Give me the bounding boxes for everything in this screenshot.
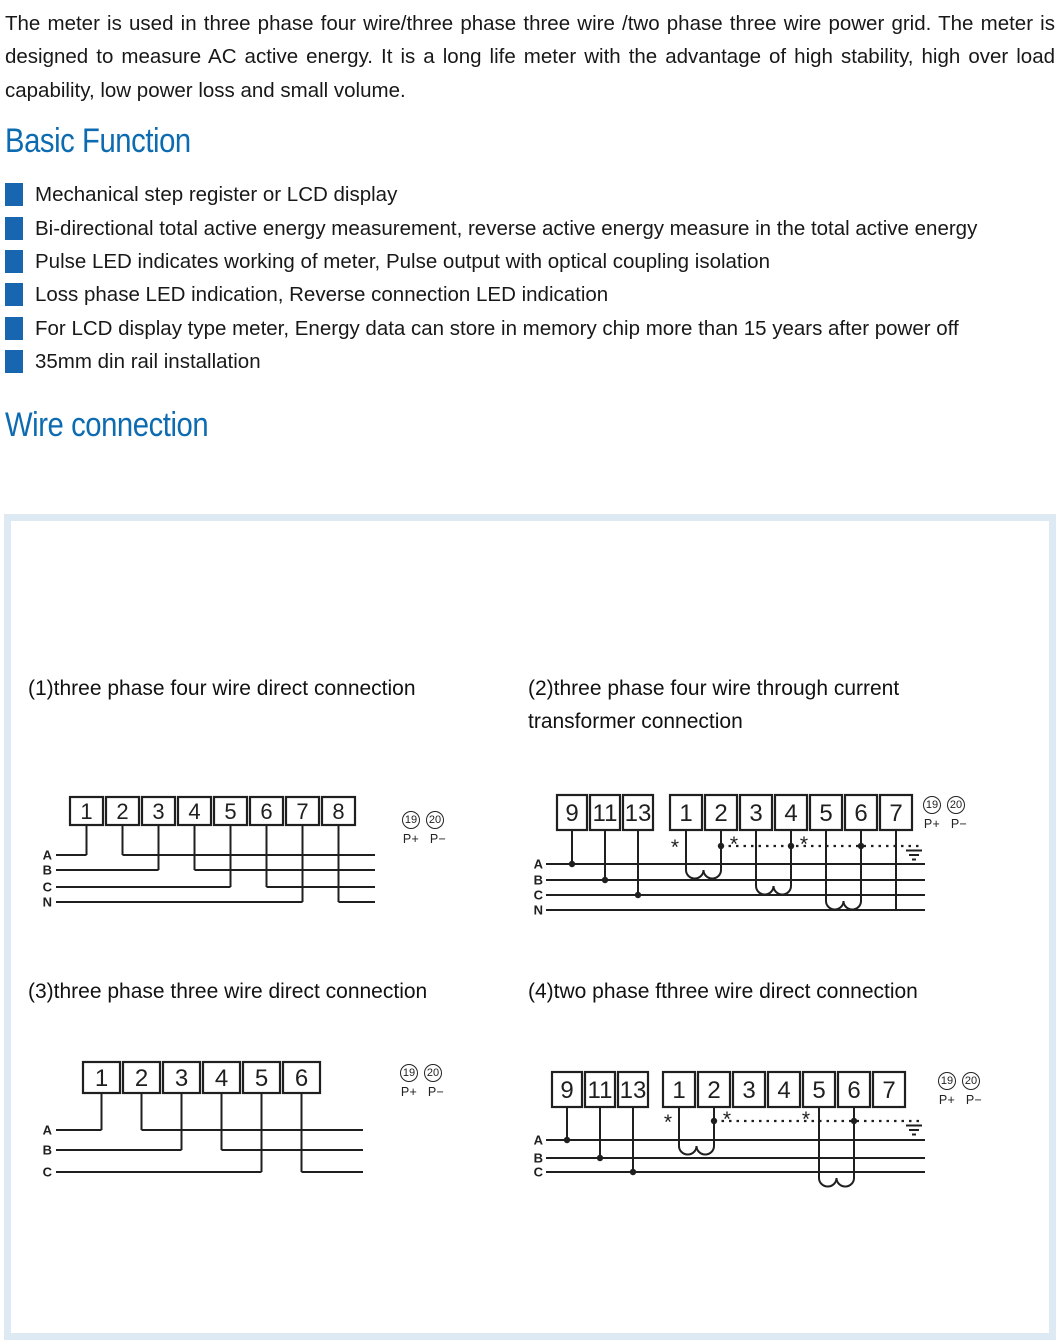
wiring-diagram-4 xyxy=(528,1066,928,1196)
ct-polarity-asterisk: * xyxy=(801,1108,811,1131)
current-terminal-strip xyxy=(663,1072,905,1107)
feature-bullet: Pulse LED indicates working of meter, Pulse output with optical coupling isolation xyxy=(5,245,1055,278)
wiring-diagram-2 xyxy=(528,790,928,925)
ct-coil xyxy=(819,1178,854,1187)
diagram-caption-3 xyxy=(28,975,427,1008)
terminal-number: 9 xyxy=(565,800,579,827)
pulse-terminal-20: 20 xyxy=(424,1064,442,1082)
terminal-number: 11 xyxy=(592,800,618,827)
terminal-number: 1 xyxy=(679,800,693,827)
ct-coil xyxy=(826,901,861,910)
pulse-minus-label: P− xyxy=(965,1093,983,1107)
terminal-number: 7 xyxy=(889,800,903,827)
terminal-number: 13 xyxy=(624,800,652,827)
pulse-output-terminals xyxy=(400,1064,445,1099)
pulse-plus-label: P+ xyxy=(400,1085,418,1099)
phase-label: A xyxy=(42,847,52,863)
document xyxy=(0,0,1060,445)
intro-paragraph: The meter is used in three phase four wire/three phase three wire /two phase three wire power grid. The meter is designed to measure AC active energy. It is a long life meter with the advantage of high stability, high over load capability, low power loss and small volume. xyxy=(5,12,1055,102)
phase-label: B xyxy=(42,1142,52,1158)
pulse-plus-label: P+ xyxy=(923,817,941,831)
feature-list xyxy=(5,178,1055,378)
pulse-minus-label: P− xyxy=(950,817,968,831)
junction-dots xyxy=(564,1118,857,1175)
terminal-number: 9 xyxy=(560,1077,574,1104)
phase-label: A xyxy=(42,1122,52,1138)
wires xyxy=(56,1093,363,1172)
phase-label: N xyxy=(42,894,52,910)
terminal-number: 6 xyxy=(847,1077,861,1104)
terminal-number: 11 xyxy=(587,1077,613,1104)
terminal-number: 2 xyxy=(714,800,728,827)
terminal-number: 4 xyxy=(784,800,798,827)
feature-bullet: Loss phase LED indication, Reverse connection LED indication xyxy=(5,278,1055,311)
terminal-strip xyxy=(83,1062,320,1093)
phase-label: A xyxy=(533,1132,543,1148)
ground-icon xyxy=(906,851,922,860)
wires xyxy=(546,1107,925,1187)
caption-line: (4)two phase fthree wire direct connection xyxy=(528,980,918,1003)
terminal-number: 4 xyxy=(188,799,201,824)
junction-dots xyxy=(569,843,864,898)
basic-function-heading: Basic Function xyxy=(5,122,191,161)
terminal-number: 3 xyxy=(749,800,763,827)
wiring-diagram-1 xyxy=(36,792,396,917)
ct-polarity-asterisk: * xyxy=(663,1111,673,1134)
pulse-terminal-19: 19 xyxy=(923,796,941,814)
terminal-number: 3 xyxy=(152,799,165,824)
phase-label: A xyxy=(533,856,543,872)
wires xyxy=(56,825,375,902)
phase-label: C xyxy=(42,879,52,895)
pulse-terminal-19: 19 xyxy=(400,1064,418,1082)
ct-polarity-asterisk: * xyxy=(799,833,809,856)
phase-label: B xyxy=(533,1150,543,1166)
caption-line: (2)three phase four wire through current xyxy=(528,677,900,700)
terminal-number: 4 xyxy=(777,1077,791,1104)
pulse-terminal-20: 20 xyxy=(426,811,444,829)
terminal-number: 7 xyxy=(882,1077,896,1104)
ct-polarity-asterisk: * xyxy=(729,833,739,856)
phase-labels xyxy=(43,848,53,910)
phase-label: C xyxy=(42,1164,52,1180)
caption-line: (1)three phase four wire direct connection xyxy=(28,677,416,700)
pulse-output-terminals xyxy=(938,1072,983,1107)
terminal-number: 8 xyxy=(332,799,345,824)
phase-label: C xyxy=(533,887,543,903)
ct-polarity-asterisk: * xyxy=(670,836,680,859)
terminal-number: 1 xyxy=(672,1077,686,1104)
terminal-number: 13 xyxy=(619,1077,647,1104)
terminal-strip xyxy=(70,797,355,825)
terminal-number: 1 xyxy=(94,1065,109,1092)
feature-bullet: Mechanical step register or LCD display xyxy=(5,178,1055,211)
ct-coil xyxy=(756,886,791,895)
phase-label: N xyxy=(533,902,543,918)
diagram-caption-4 xyxy=(528,975,918,1008)
voltage-terminal-strip xyxy=(557,795,653,830)
current-terminal-strip xyxy=(670,795,912,830)
terminal-number: 2 xyxy=(134,1065,149,1092)
feature-bullet: Bi-directional total active energy measurement, reverse active energy measure in the total active energy xyxy=(5,212,1055,245)
wire-connection-panel xyxy=(4,514,1056,1340)
phase-label: B xyxy=(533,872,543,888)
terminal-number: 7 xyxy=(296,799,309,824)
terminal-number: 1 xyxy=(80,799,93,824)
terminal-number: 5 xyxy=(224,799,237,824)
diagram-caption-1 xyxy=(28,672,416,705)
terminal-number: 3 xyxy=(174,1065,189,1092)
ct-coil xyxy=(686,870,721,879)
terminal-number: 6 xyxy=(260,799,273,824)
pulse-terminal-20: 20 xyxy=(947,796,965,814)
pulse-terminal-20: 20 xyxy=(962,1072,980,1090)
wiring-diagram-3 xyxy=(36,1058,396,1183)
caption-line: transformer connection xyxy=(528,710,743,733)
ground-icon xyxy=(906,1126,922,1135)
wire-connection-heading: Wire connection xyxy=(5,405,209,444)
phase-label: B xyxy=(42,862,52,878)
terminal-number: 4 xyxy=(214,1065,229,1092)
terminal-number: 5 xyxy=(254,1065,269,1092)
feature-bullet: 35mm din rail installation xyxy=(5,345,1055,378)
phase-labels xyxy=(534,857,544,918)
feature-bullet: For LCD display type meter, Energy data can store in memory chip more than 15 years after power off xyxy=(5,312,1055,345)
terminal-number: 2 xyxy=(707,1077,721,1104)
caption-line: (3)three phase three wire direct connection xyxy=(28,980,428,1003)
terminal-number: 3 xyxy=(742,1077,756,1104)
ct-coil xyxy=(679,1146,714,1155)
pulse-terminal-19: 19 xyxy=(402,811,420,829)
pulse-output-terminals xyxy=(402,811,447,846)
diagram-caption-2 xyxy=(528,672,899,738)
voltage-terminal-strip xyxy=(552,1072,648,1107)
phase-label: C xyxy=(533,1164,543,1180)
terminal-number: 5 xyxy=(812,1077,826,1104)
pulse-terminal-19: 19 xyxy=(938,1072,956,1090)
terminal-number: 6 xyxy=(854,800,868,827)
terminal-number: 5 xyxy=(819,800,833,827)
pulse-plus-label: P+ xyxy=(402,832,420,846)
pulse-minus-label: P− xyxy=(429,832,447,846)
pulse-output-terminals xyxy=(923,796,968,831)
phase-labels xyxy=(43,1123,53,1180)
terminal-number: 6 xyxy=(294,1065,309,1092)
pulse-minus-label: P− xyxy=(427,1085,445,1099)
terminal-number: 2 xyxy=(116,799,129,824)
phase-labels xyxy=(534,1133,544,1180)
pulse-plus-label: P+ xyxy=(938,1093,956,1107)
ct-polarity-asterisk: * xyxy=(722,1108,732,1131)
